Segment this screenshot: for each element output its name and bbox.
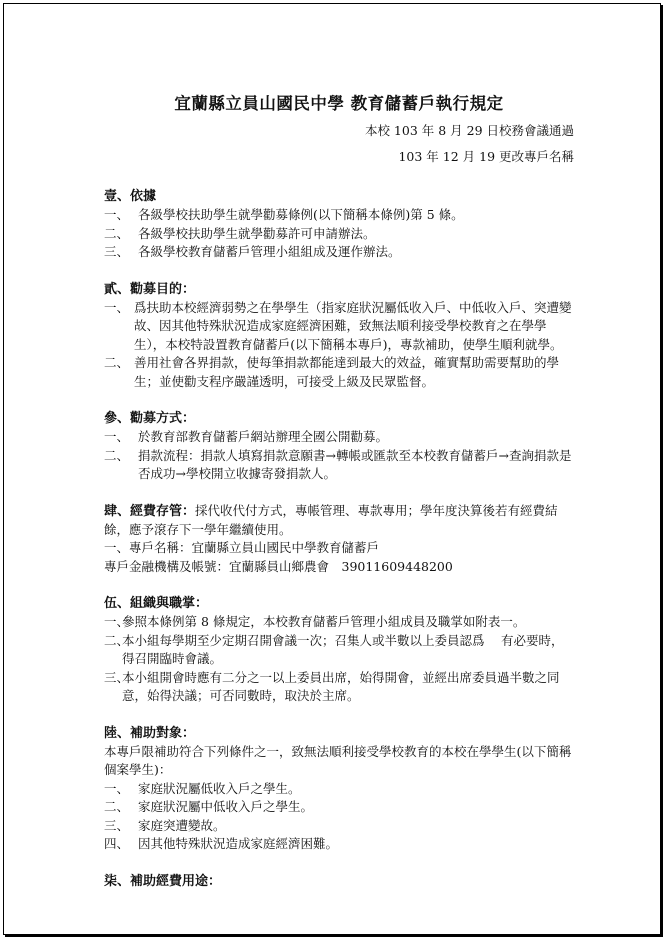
document-title: 宜蘭縣立員山國民中學 教育儲蓄戶執行規定 — [174, 94, 504, 113]
section-method — [104, 409, 574, 484]
section-organization — [104, 594, 574, 706]
section-heading: 陸、補助對象： — [104, 725, 196, 741]
section-heading: 參、勸募方式： — [104, 411, 196, 426]
fund-management-text: 肆、經費存管：採代收代付方式，專帳管理、專款專用；學年度決算後若有經費結餘，應予滾存下一學年繼續使用。 — [104, 502, 558, 537]
approval-note: 本校 103 年 8 月 29 日校務會議通過 — [364, 123, 574, 138]
list-item: 二、 各級學校扶助學生就學勸募許可申請辦法。 — [104, 225, 376, 241]
list-item: 一、 家庭狀況屬低收入戶之學生。 — [104, 780, 301, 796]
revision-note: 103 年 12 月 19 更改專戶名稱 — [398, 149, 574, 164]
list-item: 四、 因其他特殊狀況造成家庭經濟困難。 — [104, 836, 339, 851]
document-body — [104, 92, 574, 891]
bank-account: 專戶金融機構及帳號：宜蘭縣員山鄉農會 39011609448200 — [104, 558, 453, 574]
account-name: 一、專戶名稱：宜蘭縣立員山國民中學教育儲蓄戶 — [104, 540, 380, 555]
section-fund-management — [104, 502, 574, 577]
list-item: 一、 爲扶助本校經濟弱勢之在學學生（指家庭狀況屬低收入戶、中低收入戶、突遭變故、因其他特殊狀況造成家庭經濟困難，致無法順利接受學校教育之在學學生），本校特設置教育儲蓄戶(以下簡稱本專戶)，專款補助，使學生順利就學。 — [104, 299, 572, 352]
list-item: 三、 各級學校教育儲蓄戶管理小組組成及運作辦法。 — [104, 244, 401, 259]
eligibility-intro: 本專戶限補助符合下列條件之一，致無法順利接受學校教育的本校在學學生(以下簡稱個案學生)： — [104, 743, 572, 777]
list-item: 二、 本小組每學期至少定期召開會議一次；召集人或半數以上委員認爲 有必要時，得召開臨時會議。 — [104, 632, 564, 666]
list-item: 三、 本小組開會時應有二分之一以上委員出席，始得開會，並經出席委員過半數之同意，始得決議；可否同數時，取決於主席。 — [104, 669, 560, 703]
list-item: 一、 各級學校扶助學生就學勸募條例(以下簡稱本條例)第 5 條。 — [104, 207, 464, 222]
section-heading: 貳、勸募目的： — [104, 281, 196, 297]
section-heading: 壹、依據 — [104, 189, 157, 204]
section-heading: 伍、組織與職掌： — [104, 596, 209, 611]
section-purpose — [104, 280, 574, 392]
section-fund-usage — [104, 872, 574, 891]
list-item: 一、 於教育部教育儲蓄戶網站辦理全國公開勸募。 — [104, 429, 389, 444]
list-item: 二、 善用社會各界捐款，使每筆捐款都能達到最大的效益，確實幫助需要幫助的學生；並使勸支程序嚴謹透明，可接受上級及民眾監督。 — [104, 355, 560, 389]
section-basis — [104, 187, 574, 262]
section-heading: 柒、補助經費用途： — [104, 873, 222, 889]
section-eligibility — [104, 724, 574, 854]
list-item: 一、 參照本條例第 8 條規定，本校教育儲蓄戶管理小組成員及職掌如附表一。 — [104, 614, 526, 629]
list-item: 二、 家庭狀況屬中低收入戶之學生。 — [104, 799, 314, 814]
list-item: 三、 家庭突遭變故。 — [104, 817, 226, 833]
list-item: 二、 捐款流程：捐款人填寫捐款意願書→轉帳或匯款至本校教育儲蓄戶→查詢捐款是否成功→學校開立收據寄發捐款人。 — [104, 447, 572, 481]
